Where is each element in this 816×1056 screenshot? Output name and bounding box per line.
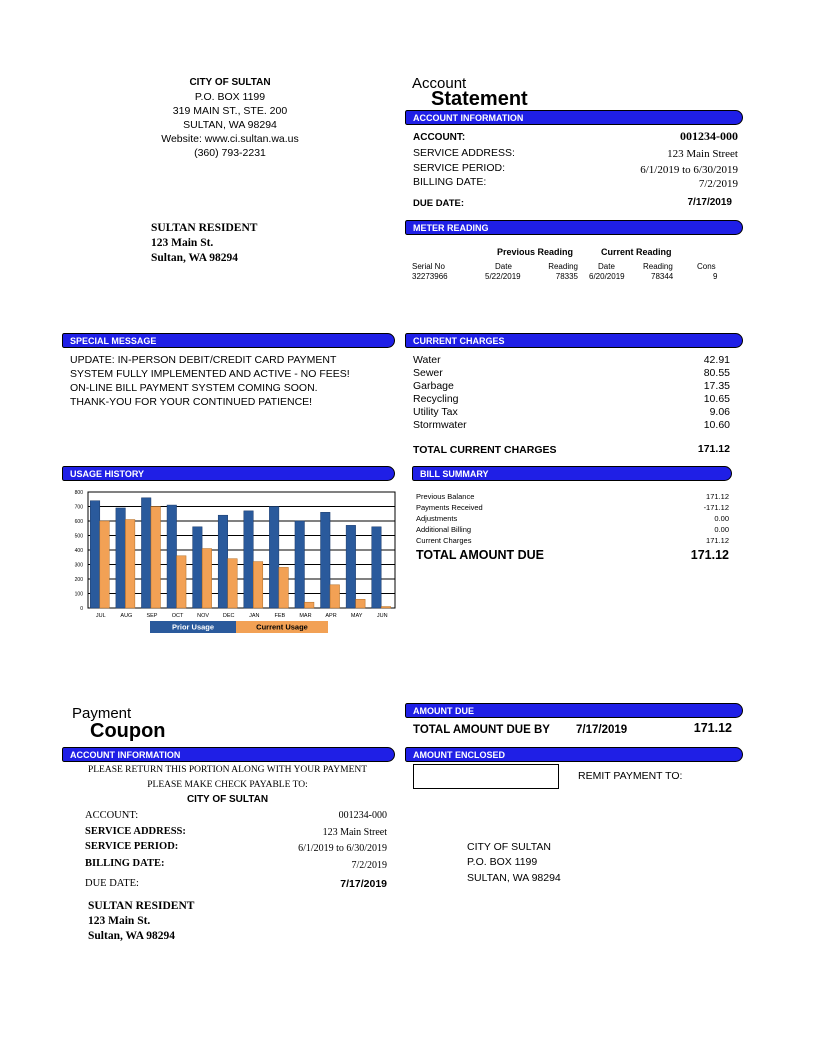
coupon-account-value: 001234-000	[338, 810, 387, 821]
resident-name: SULTAN RESIDENT	[151, 222, 258, 234]
charge-value-recycling: 10.65	[703, 393, 730, 405]
summary-label-adjustments: Adjustments	[416, 514, 458, 523]
x-tick-label: FEB	[274, 613, 286, 619]
coupon-account-label: ACCOUNT:	[85, 810, 139, 821]
coupon-resident-address-2: Sultan, WA 98294	[88, 930, 176, 942]
meter-previous-heading: Previous Reading	[497, 247, 574, 257]
meter-cons-value: 9	[713, 272, 718, 281]
bar-current-usage	[228, 559, 238, 608]
coupon-payable-instruction: PLEASE MAKE CHECK PAYABLE TO:	[147, 780, 308, 790]
account-label: ACCOUNT:	[413, 132, 466, 143]
amount-due-value: 171.12	[693, 721, 732, 735]
bar-current-usage	[381, 607, 391, 608]
bar-prior-usage	[269, 507, 279, 609]
meter-serial-value: 32273966	[412, 272, 448, 281]
x-tick-label: MAR	[299, 613, 312, 619]
bar-current-usage	[100, 521, 110, 608]
y-tick-label: 800	[74, 490, 83, 496]
y-tick-label: 400	[74, 548, 83, 554]
x-tick-label: NOV	[197, 613, 210, 619]
bar-current-usage	[330, 585, 340, 608]
bar-prior-usage	[346, 525, 356, 608]
amount-due-date: 7/17/2019	[576, 724, 628, 736]
x-tick-label: JAN	[249, 613, 260, 619]
meter-reading-header: METER READING	[405, 220, 743, 235]
summary-value-additional-billing: 0.00	[714, 525, 729, 534]
resident-address-1: 123 Main St.	[151, 237, 214, 249]
summary-value-payments: -171.12	[703, 503, 729, 512]
coupon-resident-address-1: 123 Main St.	[88, 915, 151, 927]
x-tick-label: JUN	[376, 613, 388, 619]
summary-value-previous-balance: 171.12	[706, 492, 729, 501]
coupon-billing-date-label: BILLING DATE:	[85, 858, 165, 869]
x-tick-label: DEC	[222, 613, 235, 619]
bar-prior-usage	[372, 527, 382, 608]
legend-current-usage-label: Current Usage	[256, 622, 308, 632]
coupon-service-address-label: SERVICE ADDRESS:	[85, 826, 186, 837]
charge-value-water: 42.91	[703, 354, 730, 366]
x-tick-label: JUL	[95, 613, 106, 619]
bar-prior-usage	[244, 511, 254, 608]
special-message-line: UPDATE: IN-PERSON DEBIT/CREDIT CARD PAYMENT	[70, 354, 337, 366]
summary-label-payments: Payments Received	[416, 503, 483, 512]
y-tick-label: 200	[74, 577, 83, 583]
bar-prior-usage	[141, 498, 151, 608]
coupon-title-line1: Payment	[72, 705, 132, 722]
y-tick-label: 300	[74, 562, 83, 569]
bill-summary-header: BILL SUMMARY	[412, 466, 732, 481]
city-phone: (360) 793-2231	[194, 147, 266, 159]
usage-history-header: USAGE HISTORY	[62, 466, 395, 481]
legend-prior-usage-label: Prior Usage	[171, 622, 215, 632]
meter-col-prev-reading: Reading	[548, 262, 578, 271]
bar-current-usage	[177, 556, 187, 608]
meter-prev-date-value: 5/22/2019	[485, 272, 521, 281]
usage-chart-svg	[60, 484, 400, 636]
coupon-service-period-label: SERVICE PERIOD:	[85, 841, 179, 852]
city-name: CITY OF SULTAN	[189, 77, 271, 88]
resident-address-2: Sultan, WA 98294	[151, 252, 239, 264]
bar-current-usage	[356, 599, 366, 608]
coupon-title-line2: Coupon	[90, 720, 166, 742]
bar-current-usage	[151, 507, 161, 609]
bar-current-usage	[125, 520, 135, 608]
meter-prev-reading-value: 78335	[555, 272, 578, 281]
y-tick-label: 600	[74, 519, 83, 525]
charge-value-utility-tax: 9.06	[709, 406, 730, 418]
coupon-account-info-header: ACCOUNT INFORMATION	[62, 747, 395, 762]
bar-prior-usage	[321, 512, 331, 608]
meter-curr-date-value: 6/20/2019	[589, 272, 625, 281]
service-address-value: 123 Main Street	[667, 148, 738, 160]
bar-prior-usage	[90, 501, 100, 608]
x-tick-label: OCT	[171, 613, 184, 619]
summary-label-additional-billing: Additional Billing	[416, 525, 472, 534]
charge-label-stormwater: Stormwater	[413, 419, 467, 431]
summary-value-current-charges: 171.12	[706, 536, 729, 545]
special-message-line: THANK-YOU FOR YOUR CONTINUED PATIENCE!	[70, 396, 313, 408]
bar-prior-usage	[167, 505, 177, 608]
coupon-return-instruction: PLEASE RETURN THIS PORTION ALONG WITH YOUR PAYMENT	[87, 765, 368, 775]
coupon-due-date-label: DUE DATE:	[85, 878, 139, 889]
charge-label-sewer: Sewer	[413, 367, 443, 379]
charge-value-stormwater: 10.60	[703, 419, 730, 431]
charge-value-garbage: 17.35	[703, 380, 730, 392]
coupon-due-date-value: 7/17/2019	[340, 878, 387, 890]
x-tick-label: SEP	[146, 613, 158, 619]
summary-total-value: 171.12	[690, 548, 729, 562]
amount-due-label: TOTAL AMOUNT DUE BY	[413, 724, 550, 736]
charge-value-sewer: 80.55	[703, 367, 730, 379]
city-website[interactable]: Website: www.ci.sultan.wa.us	[161, 133, 299, 145]
summary-label-previous-balance: Previous Balance	[416, 492, 475, 501]
statement-title-line2: Statement	[431, 88, 528, 110]
due-date-value: 7/17/2019	[687, 197, 732, 208]
charge-label-water: Water	[413, 354, 441, 366]
statement-title-line1: Account	[412, 75, 467, 92]
bar-prior-usage	[193, 527, 203, 608]
total-current-charges-label: TOTAL CURRENT CHARGES	[413, 444, 557, 456]
due-date-label: DUE DATE:	[413, 198, 465, 209]
bar-prior-usage	[295, 521, 305, 608]
service-period-label: SERVICE PERIOD:	[413, 162, 505, 174]
city-state: SULTAN, WA 98294	[183, 119, 277, 131]
y-tick-label: 0	[80, 606, 83, 612]
bar-current-usage	[202, 549, 212, 608]
y-tick-label: 700	[74, 504, 83, 511]
city-po-box: P.O. BOX 1199	[194, 91, 266, 103]
x-tick-label: MAY	[350, 613, 363, 619]
service-address-label: SERVICE ADDRESS:	[413, 147, 515, 159]
meter-col-prev-date: Date	[495, 262, 512, 271]
meter-col-serial: Serial No	[412, 262, 445, 271]
meter-current-heading: Current Reading	[601, 247, 672, 257]
charge-label-utility-tax: Utility Tax	[413, 406, 458, 418]
coupon-resident-name: SULTAN RESIDENT	[88, 900, 195, 912]
coupon-service-address-value: 123 Main Street	[322, 827, 387, 838]
current-charges-header: CURRENT CHARGES	[405, 333, 743, 348]
bar-prior-usage	[218, 515, 228, 608]
meter-col-curr-reading: Reading	[643, 262, 673, 271]
charge-label-recycling: Recycling	[413, 393, 459, 405]
special-message-line: SYSTEM FULLY IMPLEMENTED AND ACTIVE - NO FEES!	[70, 368, 350, 380]
coupon-service-period-value: 6/1/2019 to 6/30/2019	[298, 843, 387, 854]
special-message-header: SPECIAL MESSAGE	[62, 333, 395, 348]
bar-current-usage	[279, 567, 289, 608]
account-number: 001234-000	[680, 129, 738, 143]
meter-col-curr-date: Date	[598, 262, 615, 271]
y-tick-label: 100	[74, 591, 83, 598]
usage-chart	[60, 484, 400, 636]
account-info-header: ACCOUNT INFORMATION	[405, 110, 743, 125]
remit-po-box: P.O. BOX 1199	[467, 856, 538, 868]
x-tick-label: APR	[325, 613, 337, 619]
bar-prior-usage	[116, 508, 126, 608]
billing-date-value: 7/2/2019	[698, 178, 738, 190]
amount-due-header: AMOUNT DUE	[405, 703, 743, 718]
total-current-charges-value: 171.12	[697, 443, 730, 455]
summary-value-adjustments: 0.00	[714, 514, 729, 523]
amount-enclosed-input[interactable]	[413, 764, 559, 789]
meter-curr-reading-value: 78344	[651, 272, 674, 281]
special-message-line: ON-LINE BILL PAYMENT SYSTEM COMING SOON.	[70, 382, 318, 394]
charge-label-garbage: Garbage	[413, 380, 454, 392]
remit-name: CITY OF SULTAN	[467, 841, 552, 853]
amount-enclosed-header: AMOUNT ENCLOSED	[405, 747, 743, 762]
remit-city-state: SULTAN, WA 98294	[467, 872, 561, 884]
bar-current-usage	[253, 562, 263, 608]
summary-total-label: TOTAL AMOUNT DUE	[416, 548, 545, 562]
summary-label-current-charges: Current Charges	[416, 536, 472, 545]
x-tick-label: AUG	[120, 613, 133, 619]
city-street: 319 MAIN ST., STE. 200	[172, 105, 288, 117]
bar-current-usage	[304, 602, 314, 608]
billing-date-label: BILLING DATE:	[413, 176, 487, 188]
service-period-value: 6/1/2019 to 6/30/2019	[640, 164, 738, 176]
coupon-billing-date-value: 7/2/2019	[351, 860, 387, 871]
y-tick-label: 500	[74, 533, 83, 540]
remit-payment-label: REMIT PAYMENT TO:	[578, 770, 683, 782]
meter-col-cons: Cons	[697, 262, 716, 271]
coupon-payable-to: CITY OF SULTAN	[186, 794, 269, 805]
